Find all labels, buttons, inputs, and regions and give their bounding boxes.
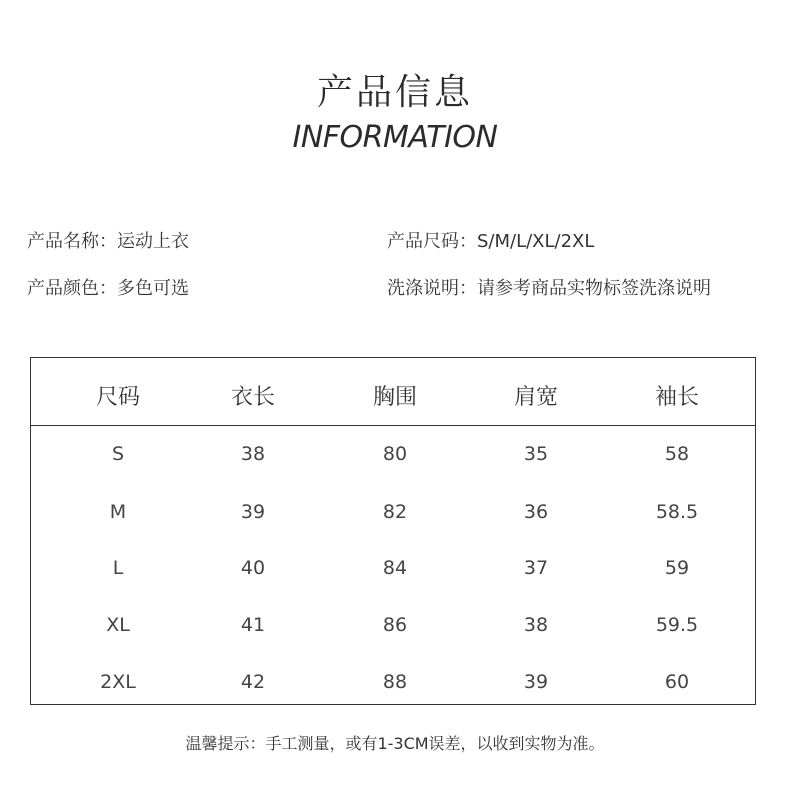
info-value: 请参考商品实物标签洗涤说明 [477, 278, 711, 299]
table-cell: 82 [382, 501, 408, 523]
table-cell: 86 [382, 614, 408, 636]
page-title: 产品信息 [316, 72, 473, 113]
table-cell: 39 [523, 671, 549, 693]
header-cell-chest: 胸围 [372, 385, 417, 410]
table-cell: 42 [240, 671, 266, 693]
size-table [30, 357, 756, 705]
info-label: 产品名称： [27, 231, 117, 252]
page-subtitle: INFORMATION [292, 120, 498, 155]
table-cell: 38 [240, 443, 266, 465]
header-cell-shoulder: 肩宽 [513, 385, 558, 410]
info-product-color [27, 274, 189, 300]
table-row [31, 484, 755, 541]
table-cell: 37 [523, 557, 549, 579]
info-label: 产品尺码： [387, 231, 477, 252]
info-label: 产品颜色： [27, 278, 117, 299]
table-cell: 59.5 [655, 614, 699, 636]
table-row [31, 426, 755, 483]
info-product-size [387, 227, 594, 253]
table-cell: M [109, 501, 127, 523]
table-cell: 39 [240, 501, 266, 523]
table-cell: 88 [382, 671, 408, 693]
table-row [31, 654, 755, 711]
table-cell: 41 [240, 614, 266, 636]
info-wash-instructions [387, 274, 711, 300]
info-value: 多色可选 [117, 278, 189, 299]
header-cell-sleeve: 袖长 [654, 385, 699, 410]
footer-note: 温馨提示：手工测量，或有1-3CM误差，以收到实物为准。 [185, 734, 605, 753]
table-cell: 58 [664, 443, 690, 465]
table-cell: 84 [382, 557, 408, 579]
table-row [31, 597, 755, 654]
table-cell: 36 [523, 501, 549, 523]
table-cell: 40 [240, 557, 266, 579]
table-cell: XL [106, 614, 130, 636]
table-cell: 60 [664, 671, 690, 693]
table-header [31, 358, 755, 426]
table-cell: L [112, 557, 124, 579]
table-cell: 80 [382, 443, 408, 465]
table-cell: S [111, 443, 125, 465]
info-value: 运动上衣 [117, 231, 189, 252]
header-cell-size: 尺码 [95, 385, 140, 410]
table-cell: 2XL [100, 671, 136, 693]
info-product-name [27, 227, 189, 253]
table-cell: 59 [664, 557, 690, 579]
table-cell: 38 [523, 614, 549, 636]
header-cell-length: 衣长 [230, 385, 275, 410]
info-value: S/M/L/XL/2XL [477, 231, 595, 252]
table-row [31, 540, 755, 597]
table-cell: 35 [523, 443, 549, 465]
table-cell: 58.5 [655, 501, 699, 523]
info-label: 洗涤说明： [387, 278, 477, 299]
